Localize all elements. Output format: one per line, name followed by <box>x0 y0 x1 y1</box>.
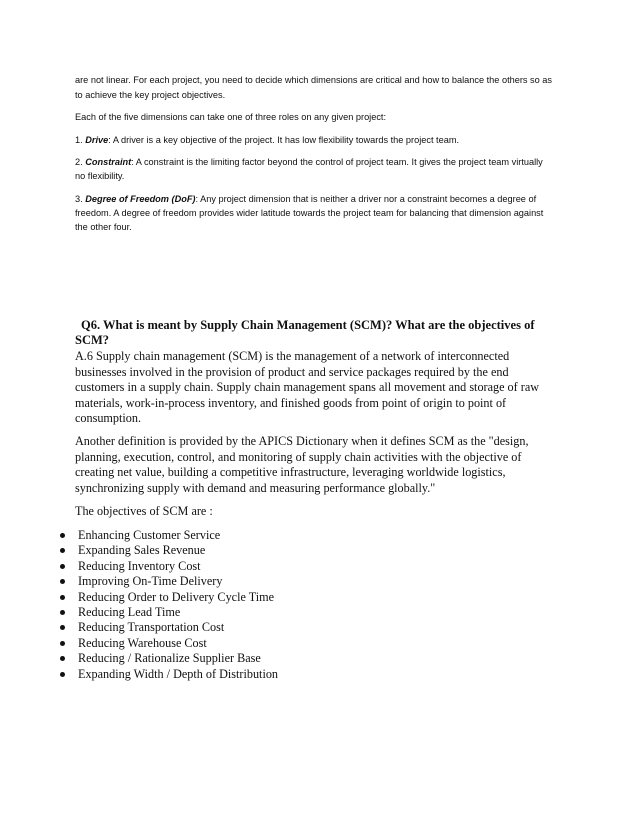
role-text: : A driver is a key objective of the project. It has low flexibility towards the project team. <box>108 135 460 145</box>
bullet-icon <box>60 564 65 569</box>
list-item: Expanding Width / Depth of Distribution <box>60 667 278 682</box>
roles-intro: Each of the five dimensions can take one of three roles on any given project: <box>75 112 387 122</box>
list-item: Reducing Warehouse Cost <box>60 636 278 651</box>
question-heading-cont: SCM? <box>75 333 110 347</box>
role-text: : A constraint is the limiting factor beyond the control of project team. It gives the project team virtually <box>131 157 543 167</box>
role-term: Constraint <box>85 157 132 167</box>
bullet-icon <box>60 579 65 584</box>
role-constraint <box>75 155 575 170</box>
bullet-icon <box>60 641 65 646</box>
apics-line: planning, execution, control, and monitoring of supply chain activities with the objective of <box>75 450 522 464</box>
role-text: : Any project dimension that is neither a driver nor a constraint becomes a degree of <box>195 194 537 204</box>
bullet-icon <box>60 656 65 661</box>
objectives-intro: The objectives of SCM are : <box>75 504 213 518</box>
role-driver <box>75 133 575 148</box>
bullet-icon <box>60 672 65 677</box>
question-heading <box>75 318 565 333</box>
role-term: Degree of Freedom (DoF) <box>85 194 196 204</box>
list-item: Enhancing Customer Service <box>60 528 278 543</box>
list-item: Improving On-Time Delivery <box>60 574 278 589</box>
list-item: Reducing Inventory Cost <box>60 559 278 574</box>
answer-line: businesses involved in the provision of product and service packages required by the end <box>75 365 509 379</box>
role-dof-cont-2: the other four. <box>75 222 132 232</box>
bullet-icon <box>60 548 65 553</box>
intro-line-1: are not linear. For each project, you need to decide which dimensions are critical and how to balance the others so as <box>75 75 553 85</box>
list-item: Reducing Transportation Cost <box>60 620 278 635</box>
heading-line-1: Q6. What is meant by Supply Chain Management (SCM)? What are the objectives of <box>81 318 535 332</box>
role-number: 3. <box>75 194 83 204</box>
bullet-icon <box>60 595 65 600</box>
role-number: 1. <box>75 135 83 145</box>
bullet-icon <box>60 610 65 615</box>
answer-line: A.6 Supply chain management (SCM) is the management of a network of interconnected <box>75 349 510 363</box>
role-dof-cont-1: freedom. A degree of freedom provides wider latitude towards the project team for balancing that dimension against <box>75 208 544 218</box>
role-number: 2. <box>75 157 83 167</box>
answer-line: consumption. <box>75 411 142 425</box>
answer-line: materials, work-in-process inventory, and finished goods from point of origin to point of <box>75 396 507 410</box>
objectives-list <box>60 528 278 682</box>
list-item: Expanding Sales Revenue <box>60 543 278 558</box>
role-dof <box>75 192 575 207</box>
bullet-icon <box>60 625 65 630</box>
apics-line: synchronizing supply with demand and measuring performance globally." <box>75 481 436 495</box>
apics-line: Another definition is provided by the APICS Dictionary when it defines SCM as the "design, <box>75 434 529 448</box>
intro-line-2: to achieve the key project objectives. <box>75 90 226 100</box>
list-item: Reducing Lead Time <box>60 605 278 620</box>
list-item: Reducing / Rationalize Supplier Base <box>60 651 278 666</box>
bullet-icon <box>60 533 65 538</box>
list-item: Reducing Order to Delivery Cycle Time <box>60 590 278 605</box>
role-constraint-cont: no flexibility. <box>75 171 125 181</box>
answer-line: customers in a supply chain. Supply chain management spans all movement and storage of raw <box>75 380 540 394</box>
apics-line: creating net value, building a competitive infrastructure, leveraging worldwide logistics, <box>75 465 506 479</box>
role-term: Drive <box>85 135 109 145</box>
